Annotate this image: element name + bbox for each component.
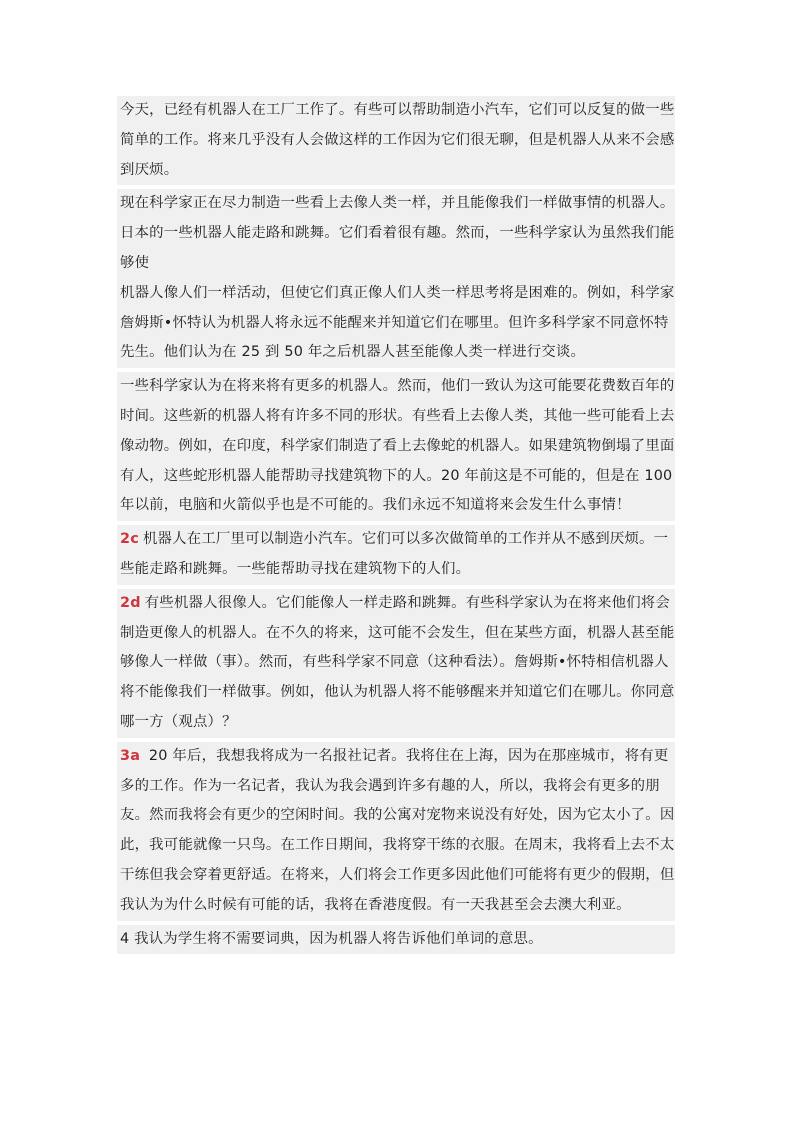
paragraph-text: 有些机器人很像人。它们能像人一样走路和跳舞。有些科学家认为在将来他们将会制造更像人的机器人。在不久的将来，这可能不会发生，但在某些方面，机器人甚至能够像人一样做（事）。然而，有些科学家不同意（这种看法）。詹姆斯•怀特相信机器人将不能像我们一样做事。例如，他认为机器人将不能够醒来并知道它们在哪儿。你同意哪一方（观点）？ xyxy=(120,594,675,730)
paragraph-1 xyxy=(117,96,675,185)
paragraph-text: 现在科学家正在尽力制造一些看上去像人类一样，并且能像我们一样做事情的机器人。日本的一些机器人能走路和跳舞。它们看着很有趣。然而，一些科学家认为虽然我们能够使 xyxy=(120,195,675,271)
paragraph-2 xyxy=(117,189,675,278)
document-body xyxy=(117,96,675,958)
paragraph-2d xyxy=(117,589,675,738)
paragraph-4-answer xyxy=(117,925,675,955)
paragraph-text: 4 我认为学生将不需要词典，因为机器人将告诉他们单词的意思。 xyxy=(120,930,543,947)
section-tag-2c: 2c xyxy=(120,531,139,548)
paragraph-4 xyxy=(117,372,675,521)
section-tag-3a: 3a xyxy=(120,747,141,764)
paragraph-3a xyxy=(117,742,675,921)
paragraph-text: 一些科学家认为在将来将有更多的机器人。然而，他们一致认为这可能要花费数百年的时间。这些新的机器人将有许多不同的形状。有些看上去像人类，其他一些可能看上去像动物。例如，在印度，科学家们制造了看上去像蛇的机器人。如果建筑物倒塌了里面有人，这些蛇形机器人能帮助寻找建筑物下的人。20 年前这是不可能的，但是在 100 年以前，电脑和火箭似乎也是不可能的。我们永远不知道将来会发生什么事情！ xyxy=(120,378,675,514)
paragraph-text: 机器人在工厂里可以制造小汽车。它们可以多次做简单的工作并从不感到厌烦。一些能走路和跳舞。一些能帮助寻找在建筑物下的人们。 xyxy=(120,531,669,577)
paragraph-2c xyxy=(117,525,675,585)
paragraph-3 xyxy=(117,279,675,368)
paragraph-text: 机器人像人们一样活动，但使它们真正像人们人类一样思考将是困难的。例如，科学家詹姆斯•怀特认为机器人将永远不能醒来并知道它们在哪里。但许多科学家不同意怀特先生。他们认为在 25 到 50 年之后机器人甚至能像人类一样进行交谈。 xyxy=(120,284,675,361)
paragraph-text: 今天，已经有机器人在工厂工作了。有些可以帮助制造小汽车，它们可以反复的做一些简单的工作。将来几乎没有人会做这样的工作因为它们很无聊，但是机器人从来不会感到厌烦。 xyxy=(120,102,675,178)
paragraph-text: 20 年后，我想我将成为一名报社记者。我将住在上海，因为在那座城市，将有更多的工作。作为一名记者，我认为我会遇到许多有趣的人，所以，我将会有更多的朋友。然而我将会有更少的空闲时间。我的公寓对宠物来说没有好处，因为它太小了。因此，我可能就像一只鸟。在工作日期间，我将穿干练的衣服。在周末，我将看上去不太干练但我会穿着更舒适。在将来，人们将会工作更多因此他们可能将有更少的假期，但我认为为什么时候有可能的话，我将在香港度假。有一天我甚至会去澳大利亚。 xyxy=(120,747,675,913)
section-tag-2d: 2d xyxy=(120,594,141,611)
